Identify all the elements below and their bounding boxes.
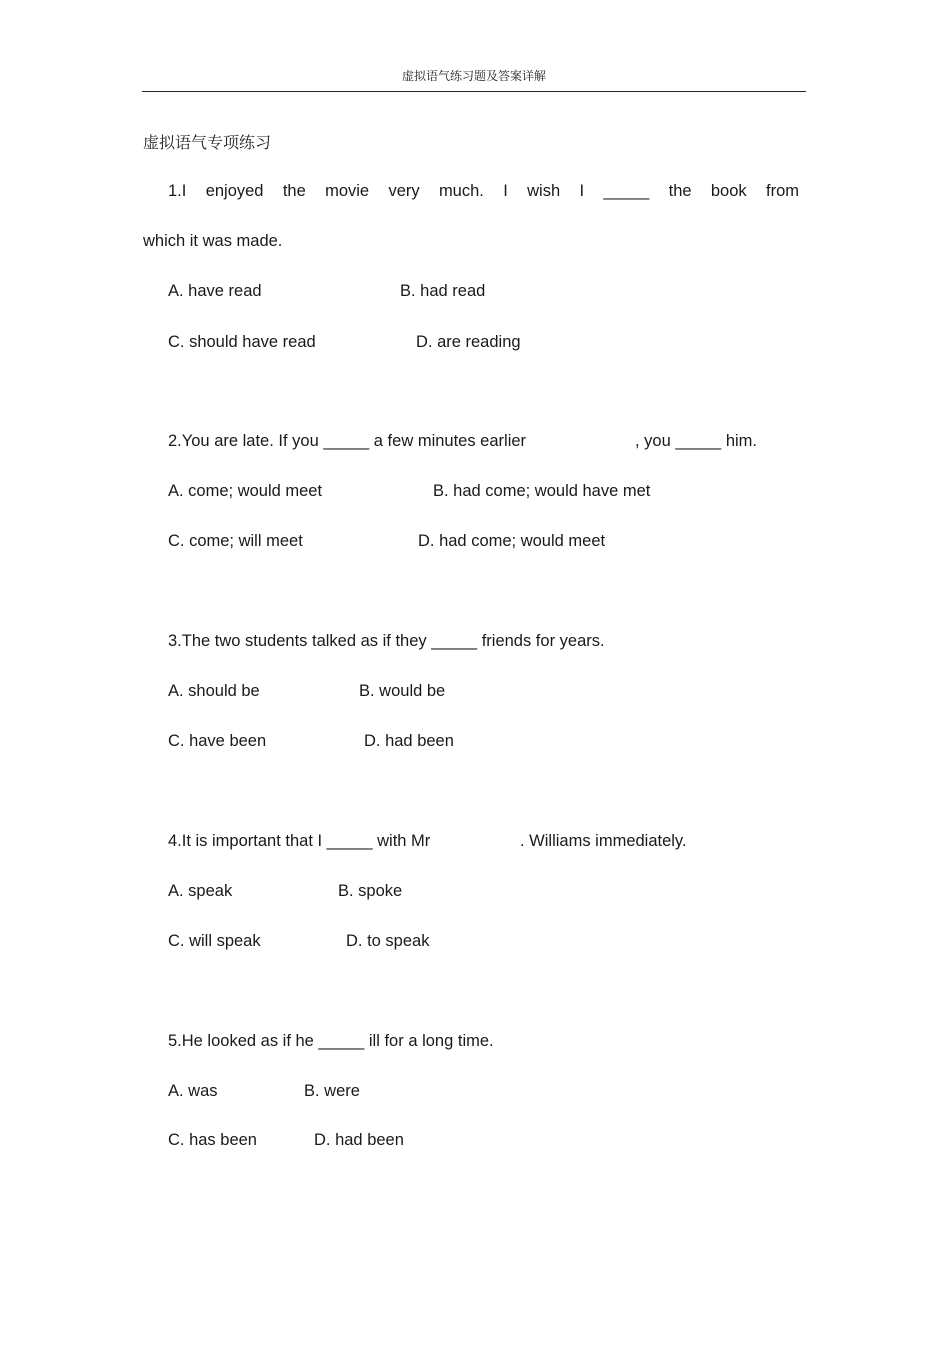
q1-blank: _____ <box>603 182 650 200</box>
q4-stem-part2: . Williams immediately. <box>520 832 687 850</box>
q1-word: I <box>579 182 585 200</box>
q1-option-a: A. have read <box>168 282 262 300</box>
q3-option-c: C. have been <box>168 732 267 750</box>
q1-option-b: B. had read <box>400 282 486 300</box>
q4-stem-part1: 4.It is important that I _____ with Mr <box>168 832 431 850</box>
q1-word: movie <box>325 182 370 200</box>
q1-stem-line1 <box>168 182 799 201</box>
q3-option-d: D. had been <box>364 732 454 750</box>
header-rule <box>142 91 806 92</box>
q2-stem-part2: , you _____ him. <box>635 432 757 450</box>
q3-option-b: B. would be <box>359 682 446 700</box>
q1-word: wish <box>527 182 561 200</box>
q3-stem: 3.The two students talked as if they _____ friends for years. <box>168 632 605 650</box>
q1-word: much. <box>438 182 484 200</box>
q2-option-b: B. had come; would have met <box>433 482 651 500</box>
q2-option-d: D. had come; would meet <box>418 532 606 550</box>
q2-option-a: A. come; would meet <box>168 482 323 500</box>
q4-option-d: D. to speak <box>346 932 430 950</box>
q4-option-c: C. will speak <box>168 932 261 950</box>
q1-word: 1.I <box>168 182 187 200</box>
q1-option-c: C. should have read <box>168 333 316 351</box>
q1-word: enjoyed <box>205 182 264 200</box>
q5-option-c: C. has been <box>168 1131 257 1149</box>
q1-stem-line2: which it was made. <box>143 232 283 250</box>
q1-word: very <box>388 182 420 200</box>
section-title: 虚拟语气专项练习 <box>143 133 272 152</box>
q1-word: the <box>282 182 306 200</box>
q1-word: I <box>503 182 508 200</box>
q1-option-d: D. are reading <box>416 333 521 351</box>
q2-stem-part1: 2.You are late. If you _____ a few minutes earlier <box>168 432 527 450</box>
q5-stem: 5.He looked as if he _____ ill for a long time. <box>168 1032 494 1050</box>
q5-option-a: A. was <box>168 1082 218 1100</box>
q1-word: the <box>668 182 692 200</box>
header-title: 虚拟语气练习题及答案详解 <box>401 69 546 83</box>
q1-word: book <box>710 182 747 200</box>
q3-option-a: A. should be <box>168 682 260 700</box>
q1-word: from <box>765 182 799 200</box>
q5-option-b: B. were <box>304 1082 360 1100</box>
q5-option-d: D. had been <box>314 1131 404 1149</box>
q4-option-a: A. speak <box>168 882 233 900</box>
q4-option-b: B. spoke <box>338 882 403 900</box>
q2-option-c: C. come; will meet <box>168 532 303 550</box>
